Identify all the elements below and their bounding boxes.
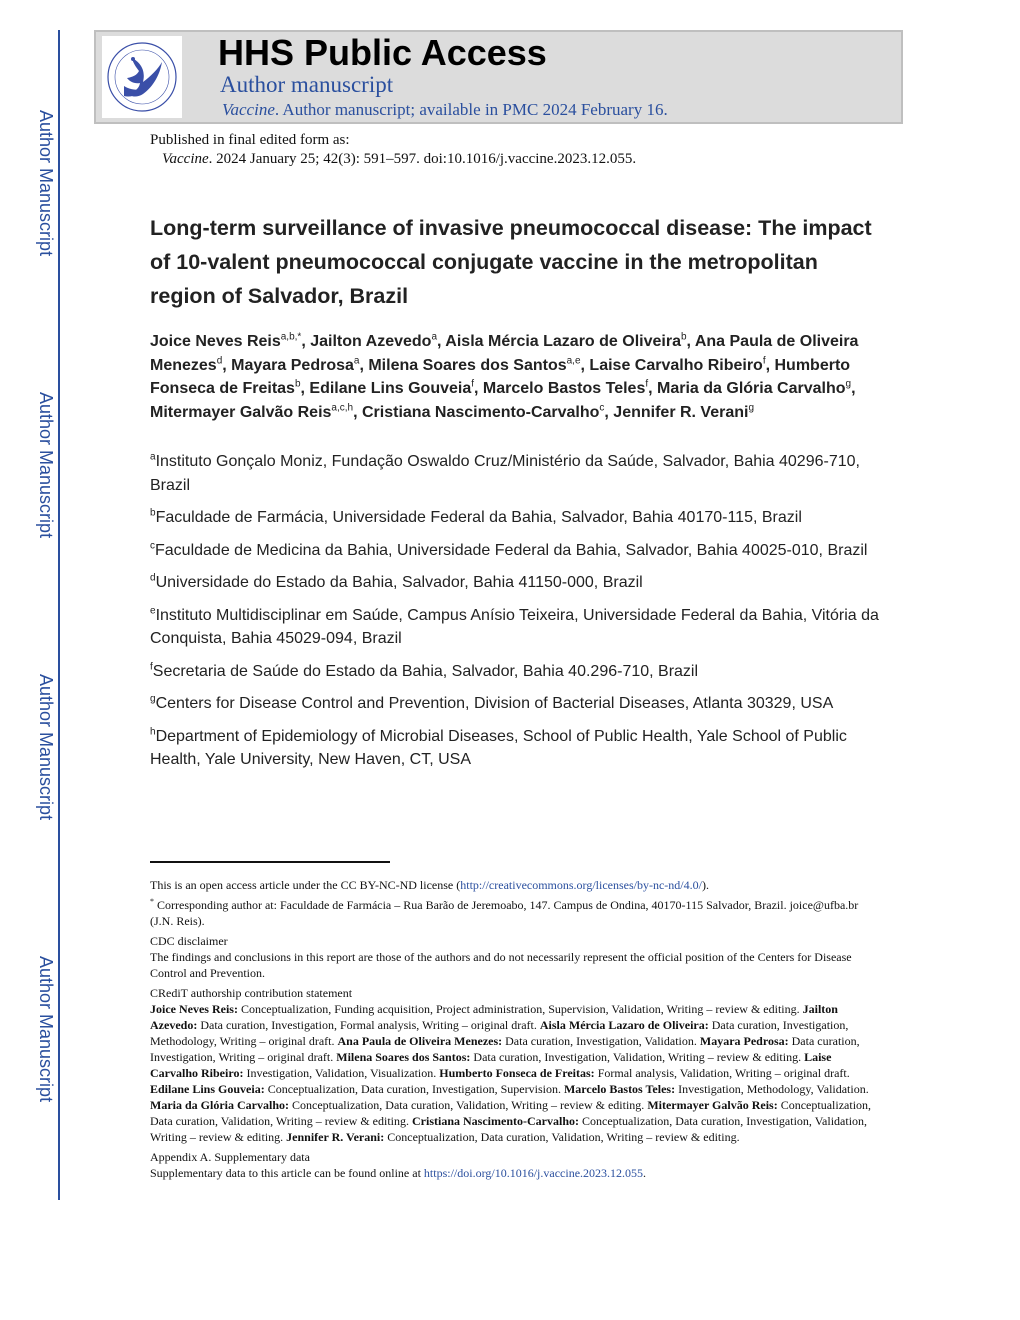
- corresponding-text: Corresponding author at: Faculdade de Farmácia – Rua Barão de Jeremoabo, 147. Campus de Ondina, 40170-115 Salvador, Brazil. joice@ufba.br (J.N. Reis).: [150, 898, 859, 928]
- affiliation-key: b: [150, 507, 156, 519]
- footnote-rule: [150, 861, 390, 863]
- credit-author: Humberto Fonseca de Freitas:: [439, 1066, 595, 1080]
- affiliation-key: d: [150, 572, 156, 584]
- author-name: Milena Soares dos Santos: [368, 356, 567, 374]
- author: [613, 404, 754, 421]
- author-name: Ana Paula de Oliveira Menezes: [150, 333, 859, 374]
- credit-roles: Investigation, Validation, Visualization.: [243, 1066, 440, 1080]
- sidebar-label: Author Manuscript: [36, 110, 56, 257]
- banner-journal-line: [222, 100, 668, 120]
- credit-roles: Data curation, Investigation, Methodology, Writing – original draft.: [150, 1018, 849, 1048]
- credit-roles: Investigation, Methodology, Validation.: [675, 1082, 869, 1096]
- affiliation: [150, 604, 880, 651]
- credit-roles: Data curation, Investigation, Formal analysis, Writing – original draft.: [197, 1018, 540, 1032]
- affiliation-text: Instituto Gonçalo Moniz, Fundação Oswaldo Cruz/Ministério da Saúde, Salvador, Bahia 40296-710, Brazil: [150, 453, 860, 494]
- credit-author: Jennifer R. Verani:: [286, 1130, 385, 1144]
- credit-author: Laise Carvalho Ribeiro:: [150, 1050, 832, 1080]
- credit-author: Aisla Mércia Lazaro de Oliveira:: [539, 1018, 709, 1032]
- author-list: Joice Neves Reis$^{a,b,*}$, Jailton Azevedo$^a$, Aisla Mércia Lazaro de Oliveira$^b$, Ana Paula de Oliveira Menezes$^d$, Mayara Pedrosa$^a$, Milena Soares dos Santos$^{a,e}$, Laise Carvalho Ribeiro$^f$, Humberto Fonseca de Freitas$^b$, Edilane Lins Gouveia$^f$, Marcelo Bastos Teles$^f$, Maria da Glória Carvalho$^g$, Mitermayer Galvão Reis$^{a,c,h}$, Cristiana Nascimento-Carvalho$^c$, Jennifer R. Verani$^g$: [150, 331, 859, 421]
- affiliation-text: Department of Epidemiology of Microbial Diseases, School of Public Health, Yale School of Public Health, Yale University, New Haven, CT, USA: [150, 727, 847, 768]
- corresponding-note: [150, 897, 875, 929]
- sidebar-label: Author Manuscript: [36, 392, 56, 539]
- author-name: Mayara Pedrosa: [231, 356, 354, 374]
- affiliation-text: Universidade do Estado da Bahia, Salvador, Bahia 41150-000, Brazil: [155, 574, 643, 591]
- appendix-heading: Appendix A. Supplementary data: [150, 1150, 310, 1164]
- author-affiliation-marker: a,c,h: [331, 402, 354, 414]
- author-name: Joice Neves Reis: [150, 333, 281, 350]
- published-citation-text: . 2024 January 25; 42(3): 591–597. doi:10.1016/j.vaccine.2023.12.055.: [208, 151, 637, 167]
- author: [150, 404, 353, 421]
- license-note: [150, 877, 875, 893]
- author-affiliation-marker: b: [680, 331, 687, 343]
- author-affiliation-marker: d: [216, 355, 223, 367]
- supp-suffix: .: [643, 1166, 647, 1180]
- credit-author: Maria da Glória Carvalho:: [150, 1098, 289, 1112]
- credit-heading: CRediT authorship contribution statement: [150, 986, 353, 1000]
- published-block: [150, 131, 636, 169]
- credit-author: Edilane Lins Gouveia:: [150, 1082, 265, 1096]
- credit-roles: Data curation, Investigation, Writing – original draft.: [150, 1034, 860, 1064]
- credit-author: Ana Paula de Oliveira Menezes:: [337, 1034, 503, 1048]
- author-affiliation-marker: f: [762, 355, 766, 367]
- affiliation-key: h: [150, 726, 156, 738]
- credit-author: Joice Neves Reis:: [150, 1002, 238, 1016]
- author-name: Maria da Glória Carvalho: [657, 380, 846, 397]
- credit-author: Cristiana Nascimento-Carvalho:: [412, 1114, 579, 1128]
- author: [589, 357, 765, 374]
- sidebar-label: Author Manuscript: [36, 674, 56, 821]
- author-name: Humberto Fonseca de Freitas: [150, 356, 851, 397]
- supplementary-note: [150, 1165, 875, 1181]
- sidebar-label: Author Manuscript: [36, 956, 56, 1103]
- banner-availability: . Author manuscript; available in PMC 2024 February 16.: [274, 100, 668, 119]
- banner-journal-name: Vaccine: [222, 100, 275, 119]
- author-affiliation-marker: b: [294, 378, 301, 390]
- cdc-text: The findings and conclusions in this report are those of the authors and do not necessarily represent the official position of the Centers for Disease Control and Prevention.: [150, 950, 852, 980]
- author-affiliation-marker: f: [471, 378, 475, 390]
- credit-author: Jailton Azevedo:: [150, 1002, 838, 1032]
- supp-link[interactable]: https://doi.org/10.1016/j.vaccine.2023.12.055: [423, 1166, 644, 1180]
- credit-author: Marcelo Bastos Teles:: [563, 1082, 676, 1096]
- affiliation-text: Instituto Multidisciplinar em Saúde, Campus Anísio Teixeira, Universidade Federal da Bahia, Vitória da Conquista, Bahia 45029-094, Brazil: [150, 606, 879, 647]
- credit-roles: Conceptualization, Data curation, Validation, Writing – review & editing.: [288, 1098, 648, 1112]
- author-name: Cristiana Nascimento-Carvalho: [362, 403, 600, 421]
- author-name: Jailton Azevedo: [310, 333, 432, 350]
- affiliation: [150, 450, 880, 497]
- cdc-heading: CDC disclaimer: [150, 934, 228, 948]
- credit-roles: Conceptualization, Data curation, Validation, Writing – review & editing.: [384, 1130, 740, 1144]
- published-journal: Vaccine: [162, 151, 209, 167]
- published-label: Published in final edited form as:: [150, 132, 350, 148]
- license-prefix: This is an open access article under the CC BY-NC-ND license (: [150, 878, 461, 892]
- author-affiliation-marker: f: [645, 378, 649, 390]
- author-name: Jennifer R. Verani: [613, 403, 749, 421]
- author: [445, 333, 686, 350]
- credit-roles: Formal analysis, Validation, Writing – original draft.: [594, 1066, 850, 1080]
- credit-roles: Conceptualization, Data curation, Investigation, Supervision.: [264, 1082, 564, 1096]
- author-name: Marcelo Bastos Teles: [482, 380, 646, 397]
- affiliation-key: c: [150, 540, 155, 552]
- credit-author: Mitermayer Galvão Reis:: [647, 1098, 778, 1112]
- author: [483, 380, 648, 397]
- author-name: Mitermayer Galvão Reis: [150, 403, 332, 421]
- affiliation-key: e: [150, 605, 156, 617]
- author-affiliation-marker: g: [748, 402, 755, 414]
- affiliation: [150, 725, 880, 772]
- author-affiliation-marker: a: [431, 331, 437, 343]
- author-name: Aisla Mércia Lazaro de Oliveira: [445, 333, 681, 350]
- author: [309, 380, 474, 397]
- author: [368, 357, 580, 374]
- sidebar-rule: [58, 30, 60, 1200]
- affiliation: [150, 692, 880, 716]
- credit-roles: Data curation, Investigation, Validation.: [502, 1034, 700, 1048]
- author: [150, 333, 301, 350]
- affiliation: [150, 506, 880, 530]
- supp-prefix: Supplementary data to this article can be found online at: [150, 1166, 424, 1180]
- credit-author: Mayara Pedrosa:: [699, 1034, 789, 1048]
- author-name: Laise Carvalho Ribeiro: [589, 356, 763, 374]
- banner-title: HHS Public Access: [218, 32, 547, 73]
- author-affiliation-marker: a,b,*: [280, 331, 302, 343]
- affiliation: [150, 660, 880, 684]
- paper-title: Long-term surveillance of invasive pneumococcal disease: The impact of 10-valent pneumococcal conjugate vaccine in the metropolitan region of Salvador, Brazil: [150, 216, 872, 308]
- corresponding-marker: *: [150, 897, 154, 906]
- credit-roles: Conceptualization, Funding acquisition, Project administration, Supervision, Validation, Writing – review & editing.: [237, 1002, 803, 1016]
- affiliation: [150, 571, 880, 595]
- credit-statement: [150, 1001, 875, 1145]
- credit-roles: Conceptualization, Data curation, Investigation, Validation, Writing – review & editing.: [150, 1114, 868, 1144]
- credit-roles: Conceptualization, Data curation, Validation, Writing – review & editing.: [150, 1098, 872, 1128]
- affiliation-text: Secretaria de Saúde do Estado da Bahia, Salvador, Bahia 40.296-710, Brazil: [152, 662, 699, 680]
- published-citation: [150, 150, 636, 169]
- affiliation-text: Centers for Disease Control and Prevention, Division of Bacterial Diseases, Atlanta 30329, USA: [155, 695, 834, 712]
- affiliation-list: [150, 450, 880, 781]
- affiliation-text: Faculdade de Farmácia, Universidade Federal da Bahia, Salvador, Bahia 40170-115, Brazil: [155, 509, 802, 526]
- affiliation-key: a: [150, 451, 156, 463]
- hhs-eagle-logo: [102, 36, 182, 118]
- author: [310, 333, 437, 350]
- affiliation-key: f: [150, 661, 153, 673]
- author: [231, 357, 359, 374]
- author-affiliation-marker: c: [599, 402, 605, 414]
- affiliation-key: g: [150, 693, 156, 705]
- author: [657, 380, 851, 397]
- license-suffix: ).: [701, 878, 709, 892]
- author-affiliation-marker: a: [353, 355, 360, 367]
- hhs-banner: [94, 30, 903, 124]
- author-affiliation-marker: g: [845, 378, 852, 390]
- footnotes: [150, 877, 875, 1185]
- license-link[interactable]: http://creativecommons.org/licenses/by-nc-nd/4.0/: [460, 878, 702, 892]
- author-name: Edilane Lins Gouveia: [309, 380, 472, 397]
- affiliation: [150, 539, 880, 563]
- credit-roles: Data curation, Investigation, Validation, Writing – review & editing.: [470, 1050, 805, 1064]
- banner-subtitle: Author manuscript: [220, 72, 394, 97]
- credit-author: Milena Soares dos Santos:: [336, 1050, 471, 1064]
- affiliation-text: Faculdade de Medicina da Bahia, Universidade Federal da Bahia, Salvador, Bahia 40025-010, Brazil: [155, 541, 868, 559]
- author: [362, 404, 604, 421]
- author-affiliation-marker: a,e: [566, 355, 581, 367]
